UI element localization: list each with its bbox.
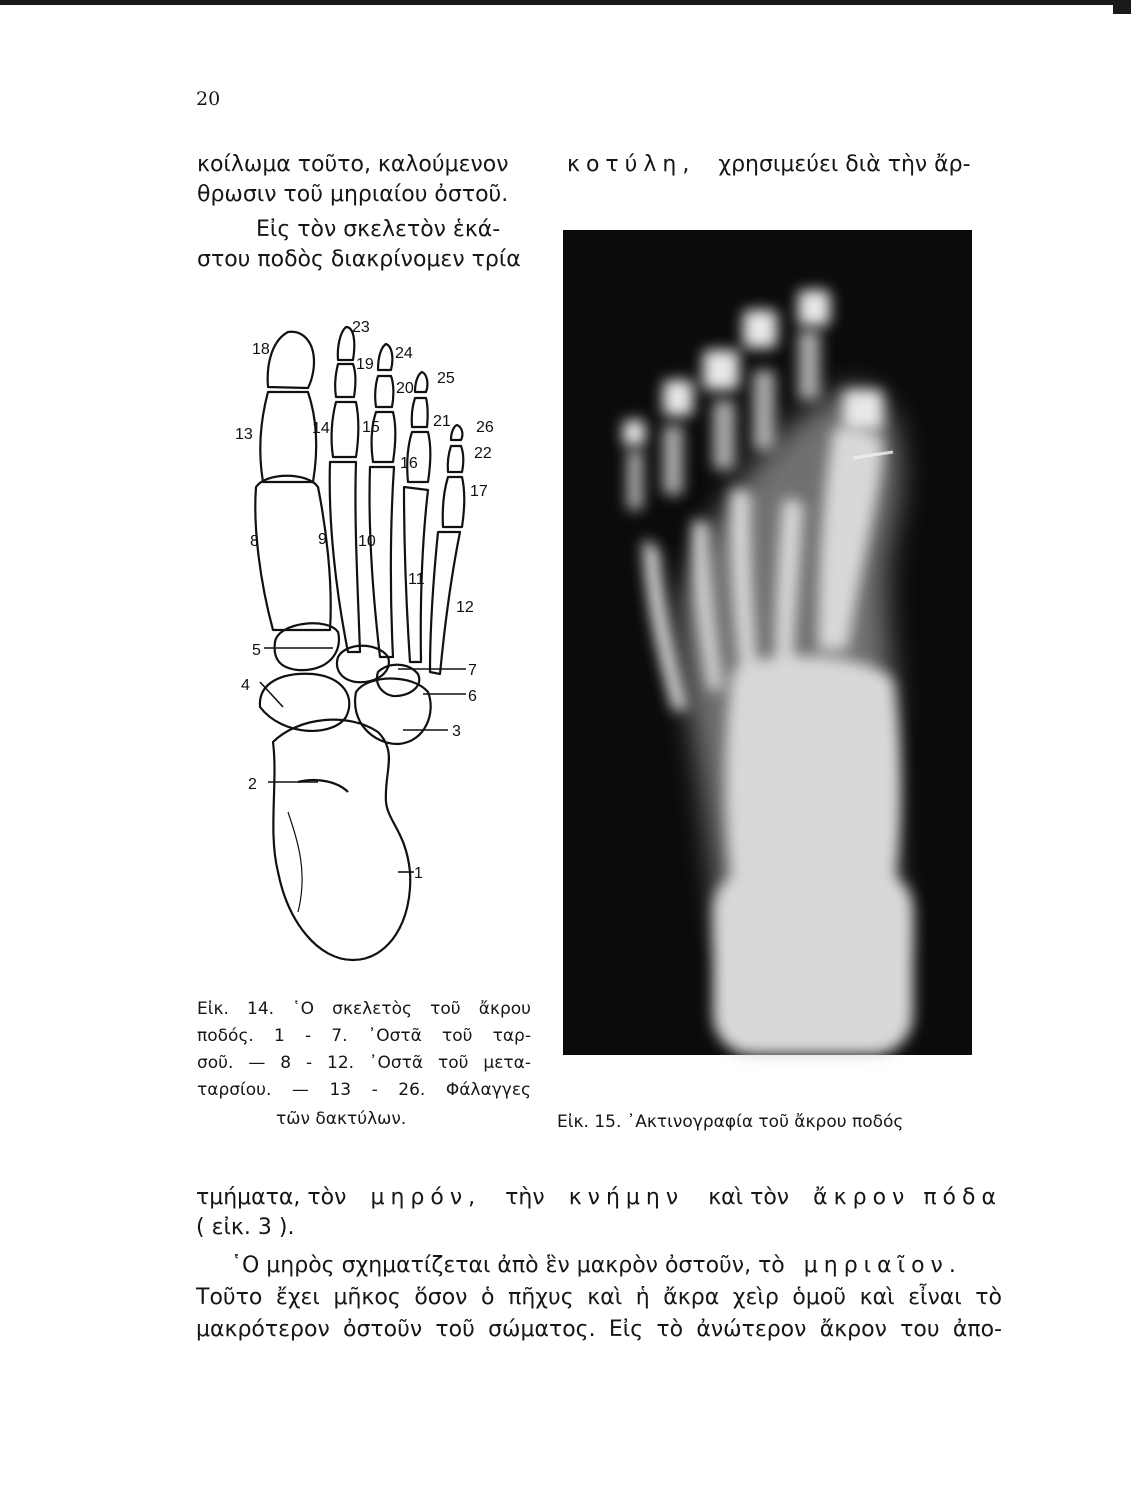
fig14-label-5: 5	[252, 642, 261, 659]
text-line-1-right-rest: χρησιμεύει διὰ τὴν ἄρ-	[718, 152, 971, 177]
term-kotyle: κοτύλη,	[567, 152, 696, 177]
fig14-label-21: 21	[433, 413, 451, 430]
fig14-label-20: 20	[396, 380, 414, 397]
page-number: 20	[196, 88, 221, 110]
fig14-label-24: 24	[395, 345, 413, 362]
fig14-label-9: 9	[318, 531, 327, 548]
text-line-1: κοίλωμα τοῦτο, καλούμενον	[197, 152, 509, 177]
fig14-label-18: 18	[252, 341, 270, 358]
fig14-label-13: 13	[235, 426, 253, 443]
text-bottom-line-1-c: τὴν	[505, 1185, 545, 1210]
text-bottom-line-4: Τοῦτο ἔχει μῆκος ὅσον ὁ πῆχυς καὶ ἡ ἄκρα χεὶρ ὁμοῦ καὶ εἶναι τὸ	[196, 1285, 1002, 1310]
fig14-label-23: 23	[352, 319, 370, 336]
foot-xray-image	[563, 230, 972, 1055]
fig14-label-6: 6	[468, 688, 477, 705]
term-akros-pous: ἄκρον πόδα	[813, 1185, 1002, 1210]
fig14-label-4: 4	[241, 677, 250, 694]
foot-skeleton-drawing	[235, 312, 500, 967]
scan-top-border	[0, 0, 1131, 5]
fig14-label-17: 17	[470, 483, 488, 500]
fig14-label-2: 2	[248, 776, 257, 793]
fig14-label-22: 22	[474, 445, 492, 462]
fig14-label-7: 7	[468, 662, 477, 679]
fig14-label-26: 26	[476, 419, 494, 436]
fig14-label-25: 25	[437, 370, 455, 387]
fig14-label-11: 11	[408, 571, 425, 588]
scan-corner-mark	[1113, 0, 1131, 14]
fig14-label-12: 12	[456, 599, 474, 616]
text-bottom-line-1	[196, 1183, 1002, 1213]
text-line-4: στου ποδὸς διακρίνομεν τρία	[197, 247, 521, 272]
fig14-label-19: 19	[356, 356, 374, 373]
text-bottom-line-3-a: ῾Ο μηρὸς σχηματίζεται ἀπὸ ἓν μακρὸν ὀστοῦν, τὸ	[231, 1253, 785, 1278]
fig14-caption-line-4: ταρσίου. — 13 - 26. Φάλαγγες	[197, 1080, 531, 1100]
text-line-1-right	[567, 150, 971, 180]
fig14-caption-line-5: τῶν δακτύλων.	[276, 1109, 407, 1129]
text-line-2: θρωσιν τοῦ μηριαίου ὀστοῦ.	[197, 182, 509, 207]
text-bottom-line-3	[231, 1251, 962, 1281]
text-bottom-line-1-a: τμήματα, τὸν	[196, 1185, 347, 1210]
text-line-3: Εἰς τὸν σκελετὸν ἑκά-	[256, 217, 501, 242]
text-bottom-line-2: ( εἰκ. 3 ).	[196, 1215, 295, 1240]
fig14-label-1: 1	[414, 865, 423, 882]
fig14-label-10: 10	[358, 533, 376, 550]
term-knimi: κνήμην	[568, 1185, 685, 1210]
fig14-label-14: 14	[312, 420, 330, 437]
term-miriaion: μηριαῖον.	[803, 1253, 962, 1278]
text-bottom-line-5: μακρότερον ὀστοῦν τοῦ σώματος. Εἰς τὸ ἀνώτερον ἄκρον του ἀπο-	[196, 1317, 1002, 1342]
term-miros: μηρόν,	[370, 1185, 482, 1210]
fig14-label-15: 15	[362, 419, 380, 436]
fig14-label-8: 8	[250, 533, 259, 550]
fig15-caption: Εἰκ. 15. ᾿Ακτινογραφία τοῦ ἄκρου ποδός	[557, 1112, 904, 1132]
fig14-caption-line-2: ποδός. 1 - 7. ᾿Οστᾶ τοῦ ταρ-	[197, 1026, 531, 1046]
text-bottom-line-1-e: καὶ τὸν	[708, 1185, 790, 1210]
fig14-label-3: 3	[452, 723, 461, 740]
fig14-label-16: 16	[400, 455, 418, 472]
fig14-caption-line-3: σοῦ. — 8 - 12. ᾿Οστᾶ τοῦ μετα-	[197, 1053, 531, 1073]
fig14-caption-line-1: Εἰκ. 14. ῾Ο σκελετὸς τοῦ ἄκρου	[197, 999, 531, 1019]
